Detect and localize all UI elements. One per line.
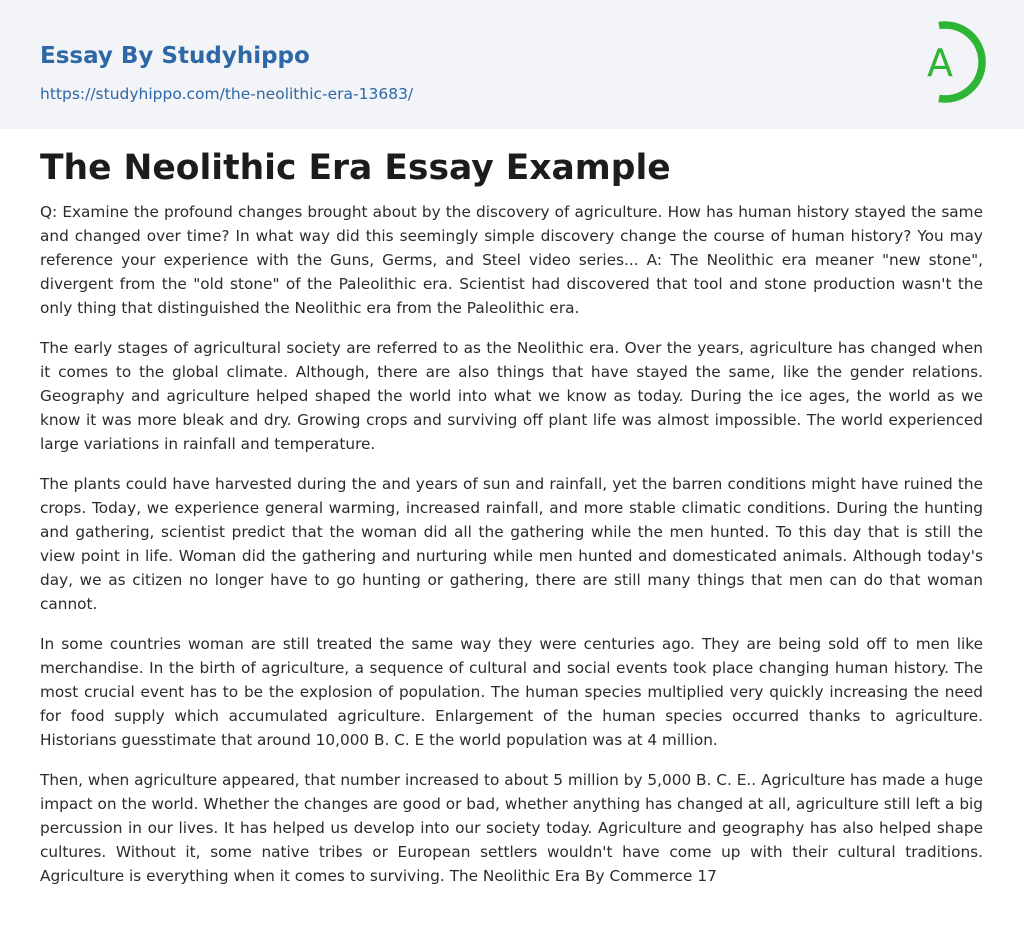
essay-body [40, 200, 983, 904]
essay-paragraph: The early stages of agricultural society are referred to as the Neolithic era. Over the years, agriculture has changed when it comes to the global climate. Although, there are also things that have stayed the same, like the gender relations. Geography and agriculture helped shaped the world into what we know as today. During the ice ages, the world as we know it was more bleak and dry. Growing crops and surviving off plant life was almost impossible. The world experienced large variations in rainfall and temperature. [40, 339, 983, 453]
essay-paragraph: Then, when agriculture appeared, that number increased to about 5 million by 5,000 B. C. E.. Agriculture has made a huge impact on the world. Whether the changes are good or bad, whether anything has changed at all, agriculture still left a big percussion in our lives. It has helped us develop into our society today. Agriculture and geography has also helped shape cultures. Without it, some native tribes or European settlers wouldn't have come up with their cultural traditions. Agriculture is everything when it comes to surviving. The Neolithic Era By Commerce 17 [40, 771, 983, 885]
studyhippo-logo-icon[interactable] [912, 19, 986, 105]
source-url-link[interactable]: https://studyhippo.com/the-neolithic-era-13683/ [40, 85, 414, 103]
essay-paragraph: The plants could have harvested during the and years of sun and rainfall, yet the barren conditions might have ruined the crops. Today, we experience general warming, increased rainfall, and more stable climatic conditions. During the hunting and gathering, scientist predict that the woman did all the gathering while the men hunted. To this day that is still the view point in life. Woman did the gathering and nurturing while men hunted and domesticated animals. Although today's day, we as citizen no longer have to go hunting or gathering, there are still many things that men can do that woman cannot. [40, 475, 983, 613]
essay-paragraph: Q: Examine the profound changes brought about by the discovery of agriculture. How has human history stayed the same and changed over time? In what way did this seemingly simple discovery change the course of human history? You may reference your experience with the Guns, Germs, and Steel video series... A: The Neolithic era meaner "new stone", divergent from the "old stone" of the Paleolithic era. Scientist had discovered that tool and stone production wasn't the only thing that distinguished the Neolithic era from the Paleolithic era. [40, 203, 983, 317]
brand-title[interactable]: Essay By Studyhippo [40, 43, 310, 69]
logo-letter: A [927, 41, 953, 85]
site-header [0, 0, 1024, 129]
essay-paragraph: In some countries woman are still treated the same way they were centuries ago. They are being sold off to men like merchandise. In the birth of agriculture, a sequence of cultural and social events took place changing human history. The most crucial event has to be the explosion of population. The human species multiplied very quickly increasing the need for food supply which accumulated agriculture. Enlargement of the human species occurred thanks to agriculture. Historians guesstimate that around 10,000 B. C. E the world population was at 4 million. [40, 635, 983, 749]
essay-title: The Neolithic Era Essay Example [40, 148, 671, 188]
